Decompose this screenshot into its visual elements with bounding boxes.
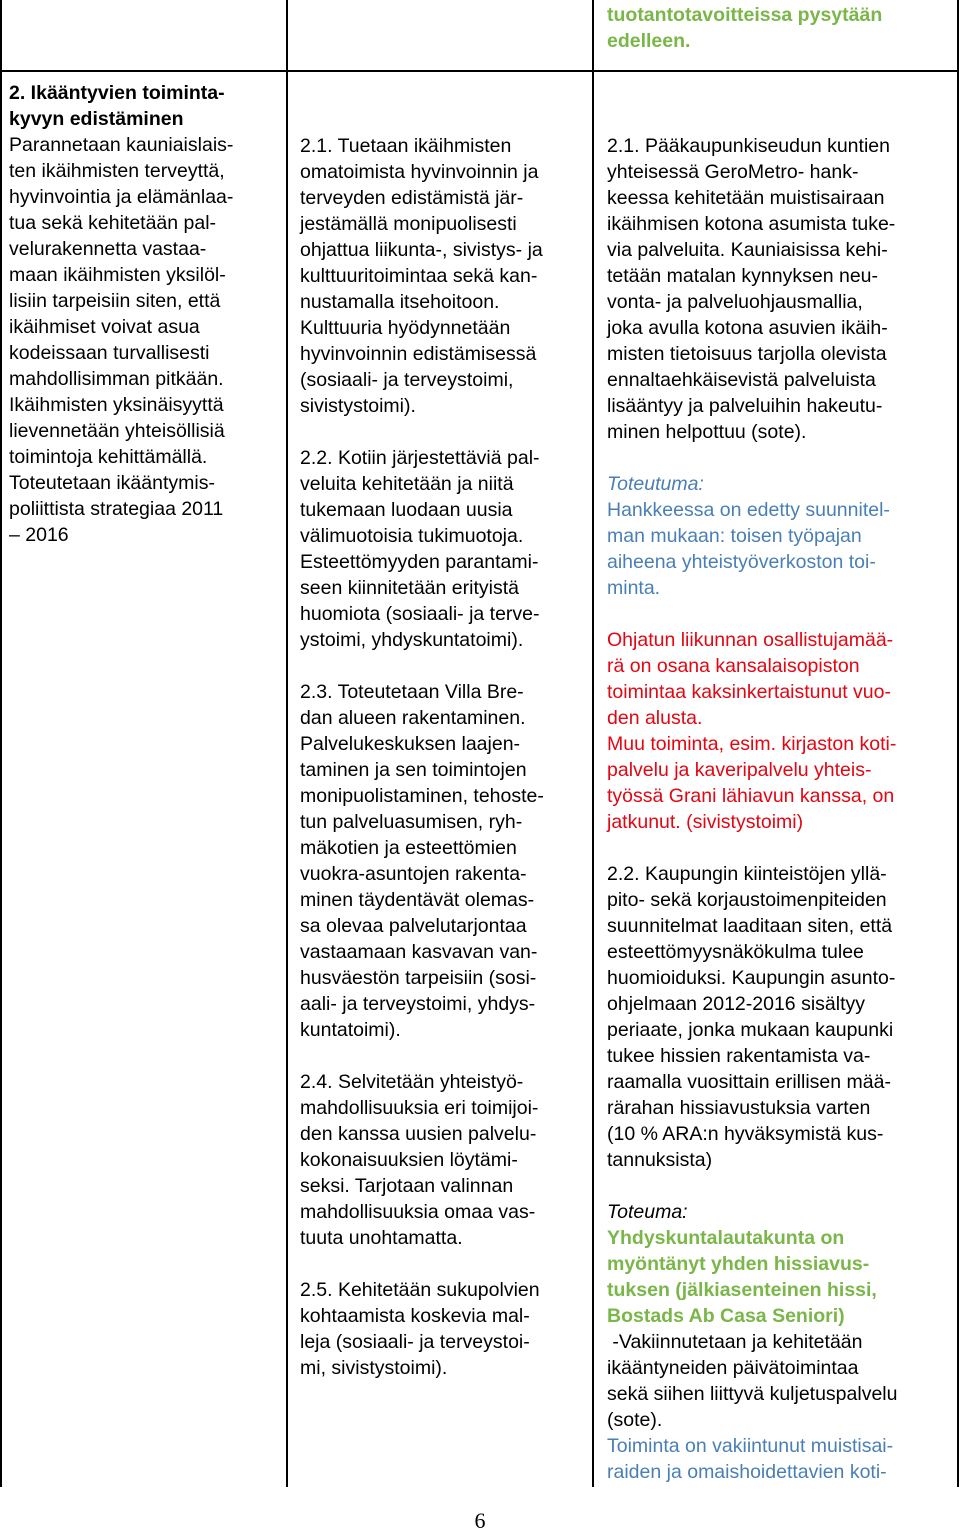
text-line: maan ikäihmisten yksilöl-: [9, 264, 226, 286]
text-line: kuntatoimi).: [300, 1019, 401, 1041]
text-line: mahdollisuuksia eri toimijoi-: [300, 1097, 539, 1119]
text-line: 2.1. Tuetaan ikäihmisten: [300, 135, 512, 157]
text-line: lievennetään yhteisöllisiä: [9, 420, 225, 442]
text-line: Yhdyskuntalautakunta on: [607, 1227, 845, 1249]
text-line: Esteettömyyden parantami-: [300, 551, 539, 573]
text-line: toimintoja kehittämällä.: [9, 446, 208, 468]
text-line: tukee hissien rakentamista va-: [607, 1045, 871, 1067]
text-line: keessa kehitetään muistisairaan: [607, 187, 885, 209]
text-line: mäkotien ja esteettömien: [300, 837, 517, 859]
day-activity-block: [607, 1329, 955, 1433]
red-status-block: [607, 627, 955, 835]
table-row-divider: [0, 70, 959, 72]
text-line: – 2016: [9, 524, 69, 546]
text-line: kodeissaan turvallisesti: [9, 342, 210, 364]
text-line: Kulttuuria hyödynnetään: [300, 317, 511, 339]
text-line: tua sekä kehitetään pal-: [9, 212, 217, 234]
text-line: mahdollisimman pitkään.: [9, 368, 224, 390]
text-line: aali- ja terveystoimi, yhdys-: [300, 993, 536, 1015]
text-line: huomiota (sosiaali- ja terve-: [300, 603, 540, 625]
measure-2-4: [300, 1069, 590, 1251]
text-line: suunnitelmat laaditaan siten, että: [607, 915, 893, 937]
status-2-2: [607, 861, 955, 1173]
text-line: 2.3. Toteutetaan Villa Bre-: [300, 681, 524, 703]
text-line: minen täydentävät olemas-: [300, 889, 535, 911]
text-line: Ohjatun liikunnan osallistujamää-: [607, 629, 894, 651]
table-border-col2: [592, 0, 594, 1487]
text-line: tuksen (jälkiasenteinen hissi,: [607, 1279, 877, 1301]
text-line: ohjattua liikunta-, sivistys- ja: [300, 239, 543, 261]
table-border-left: [0, 0, 2, 1487]
table-border-right: [957, 0, 959, 1487]
text-line: ohjelmaan 2012-2016 sisältyy: [607, 993, 865, 1015]
text-line: ten ikäihmisten terveyttä,: [9, 160, 225, 182]
text-line: joka avulla kotona asuvien ikäih-: [607, 317, 888, 339]
text-line: nustamalla itsehoitoon.: [300, 291, 500, 313]
text-line: veluita kehitetään ja niitä: [300, 473, 514, 495]
text-line: velurakennetta vastaa-: [9, 238, 207, 260]
text-line: palvelu ja kaveripalvelu yhteis-: [607, 759, 872, 781]
toteuma-label: Toteuma:: [607, 1201, 688, 1223]
text-line: jatkunut. (sivistystoimi): [607, 811, 804, 833]
text-line: Hankkeessa on edetty suunnitel-: [607, 499, 890, 521]
text-line: tun palveluasumisen, ryh-: [300, 811, 523, 833]
text-line: -Vakiinnutetaan ja kehitetään: [607, 1331, 863, 1353]
text-line: terveyden edistämistä jär-: [300, 187, 524, 209]
text-line: kokonaisuuksien löytämi-: [300, 1149, 518, 1171]
text-line: Ikäihmisten yksinäisyyttä: [9, 394, 224, 416]
text-line: huomioiduksi. Kaupungin asunto-: [607, 967, 896, 989]
measure-2-5: [300, 1277, 590, 1381]
text-line: sa olevaa palvelutarjontaa: [300, 915, 527, 937]
table-border-col1: [286, 0, 288, 1487]
text-line: mahdollisuuksia omaa vas-: [300, 1201, 536, 1223]
text-line: poliittista strategiaa 2011: [9, 498, 224, 520]
text-line: Toteutetaan ikääntymis-: [9, 472, 215, 494]
text-line: Muu toiminta, esim. kirjaston koti-: [607, 733, 897, 755]
text-line: mi, sivistystoimi).: [300, 1357, 448, 1379]
text-line: yhteisessä GeroMetro- hank-: [607, 161, 859, 183]
text-line: raamalla vuosittain erillisen mää-: [607, 1071, 891, 1093]
text-line: 2.4. Selvitetään yhteistyö-: [300, 1071, 524, 1093]
text-line: 2.1. Pääkaupunkiseudun kuntien: [607, 135, 890, 157]
text-line: tuotantotavoitteissa pysytään: [607, 4, 883, 26]
text-line: välimuotoisia tukimuotoja.: [300, 525, 524, 547]
text-line: esteettömyysnäkökulma tulee: [607, 941, 864, 963]
text-line: den alusta.: [607, 707, 703, 729]
text-line: tukemaan luodaan uusia: [300, 499, 513, 521]
text-line: raiden ja omaishoidettavien koti-: [607, 1461, 887, 1483]
text-line: rä on osana kansalaisopiston: [607, 655, 860, 677]
text-line: misten tietoisuus tarjolla olevista: [607, 343, 887, 365]
text-line: ystoimi, yhdyskuntatoimi).: [300, 629, 524, 651]
text-line: via palveluita. Kauniaisissa kehi-: [607, 239, 888, 261]
text-line: 2.5. Kehitetään sukupolvien: [300, 1279, 540, 1301]
text-line: edelleen.: [607, 30, 691, 52]
text-line: taminen ja sen toimintojen: [300, 759, 527, 781]
text-line: leja (sosiaali- ja terveystoi-: [300, 1331, 530, 1353]
text-line: 2.2. Kotiin järjestettäviä pal-: [300, 447, 540, 469]
status-column: [607, 133, 955, 1485]
text-line: (sote).: [607, 1409, 663, 1431]
text-line: vastaamaan kasvavan van-: [300, 941, 538, 963]
text-line: jestämällä monipuolisesti: [300, 213, 517, 235]
text-line: toimintaa kaksinkertaistunut vuo-: [607, 681, 891, 703]
text-line: hyvinvointia ja elämänlaa-: [9, 186, 234, 208]
text-line: myöntänyt yhden hissiavus-: [607, 1253, 870, 1275]
text-line: tetään matalan kynnyksen neu-: [607, 265, 879, 287]
text-line: minen helpottuu (sote).: [607, 421, 807, 443]
text-line: periaate, jonka mukaan kaupunki: [607, 1019, 894, 1041]
measure-2-2: [300, 445, 590, 653]
text-line: kulttuuritoimintaa sekä kan-: [300, 265, 538, 287]
text-line: den kanssa uusien palvelu-: [300, 1123, 537, 1145]
toteutuma-label: Toteutuma:: [607, 473, 704, 495]
text-line: man mukaan: toisen työpajan: [607, 525, 862, 547]
text-line: Palvelukeskuksen laajen-: [300, 733, 521, 755]
text-line: hyvinvoinnin edistämisessä: [300, 343, 537, 365]
text-line: omatoimista hyvinvoinnin ja: [300, 161, 539, 183]
text-line: työssä Grani lähiavun kanssa, on: [607, 785, 895, 807]
text-line: dan alueen rakentaminen.: [300, 707, 526, 729]
toteutuma-block: [607, 471, 955, 601]
text-line: tuuta unohtamatta.: [300, 1227, 463, 1249]
text-line: Toiminta on vakiintunut muistisai-: [607, 1435, 894, 1457]
text-line: monipuolistaminen, tehoste-: [300, 785, 544, 807]
text-line: lisiin tarpeisiin siten, että: [9, 290, 221, 312]
text-line: tannuksista): [607, 1149, 713, 1171]
text-line: Bostads Ab Casa Seniori): [607, 1305, 845, 1327]
text-line: sekä siihen liittyvä kuljetuspalvelu: [607, 1383, 898, 1405]
measures-column: [300, 133, 590, 1381]
green-status-block: [607, 1225, 955, 1329]
page-number: 6: [474, 1508, 486, 1533]
blue-status-end: [607, 1433, 955, 1485]
text-line: husväestön tarpeisiin (sosi-: [300, 967, 537, 989]
text-line: ikääntyneiden päivätoimintaa: [607, 1357, 859, 1379]
text-line: Parannetaan kauniaislais-: [9, 134, 234, 156]
goal-heading-line: kyvyn edistäminen: [9, 108, 184, 130]
measure-2-1: [300, 133, 590, 419]
text-line: ikäihmiset voivat asua: [9, 316, 200, 338]
text-line: sivistystoimi).: [300, 395, 416, 417]
text-line: seksi. Tarjotaan valinnan: [300, 1175, 514, 1197]
text-line: lisääntyy ja palveluihin hakeutu-: [607, 395, 883, 417]
text-line: minta.: [607, 577, 661, 599]
measure-2-3: [300, 679, 590, 1043]
text-line: pito- sekä korjaustoimenpiteiden: [607, 889, 887, 911]
text-line: rärahan hissiavustuksia varten: [607, 1097, 871, 1119]
text-line: vuokra-asuntojen rakenta-: [300, 863, 527, 885]
goal-column: [9, 80, 284, 548]
text-line: 2.2. Kaupungin kiinteistöjen yllä-: [607, 863, 887, 885]
goal-heading-line: 2. Ikääntyvien toiminta-: [9, 82, 225, 104]
text-line: (10 % ARA:n hyväksymistä kus-: [607, 1123, 884, 1145]
text-line: kohtaamista koskevia mal-: [300, 1305, 530, 1327]
text-line: aiheena yhteistyöverkoston toi-: [607, 551, 876, 573]
text-line: (sosiaali- ja terveystoimi,: [300, 369, 514, 391]
text-line: seen kiinnitetään erityistä: [300, 577, 519, 599]
text-line: vonta- ja palveluohjausmallia,: [607, 291, 863, 313]
text-line: ennaltaehkäisevistä palveluista: [607, 369, 876, 391]
text-line: ikäihmisen kotona asumista tuke-: [607, 213, 896, 235]
status-2-1: [607, 133, 955, 445]
top-right-cell: [607, 2, 952, 54]
